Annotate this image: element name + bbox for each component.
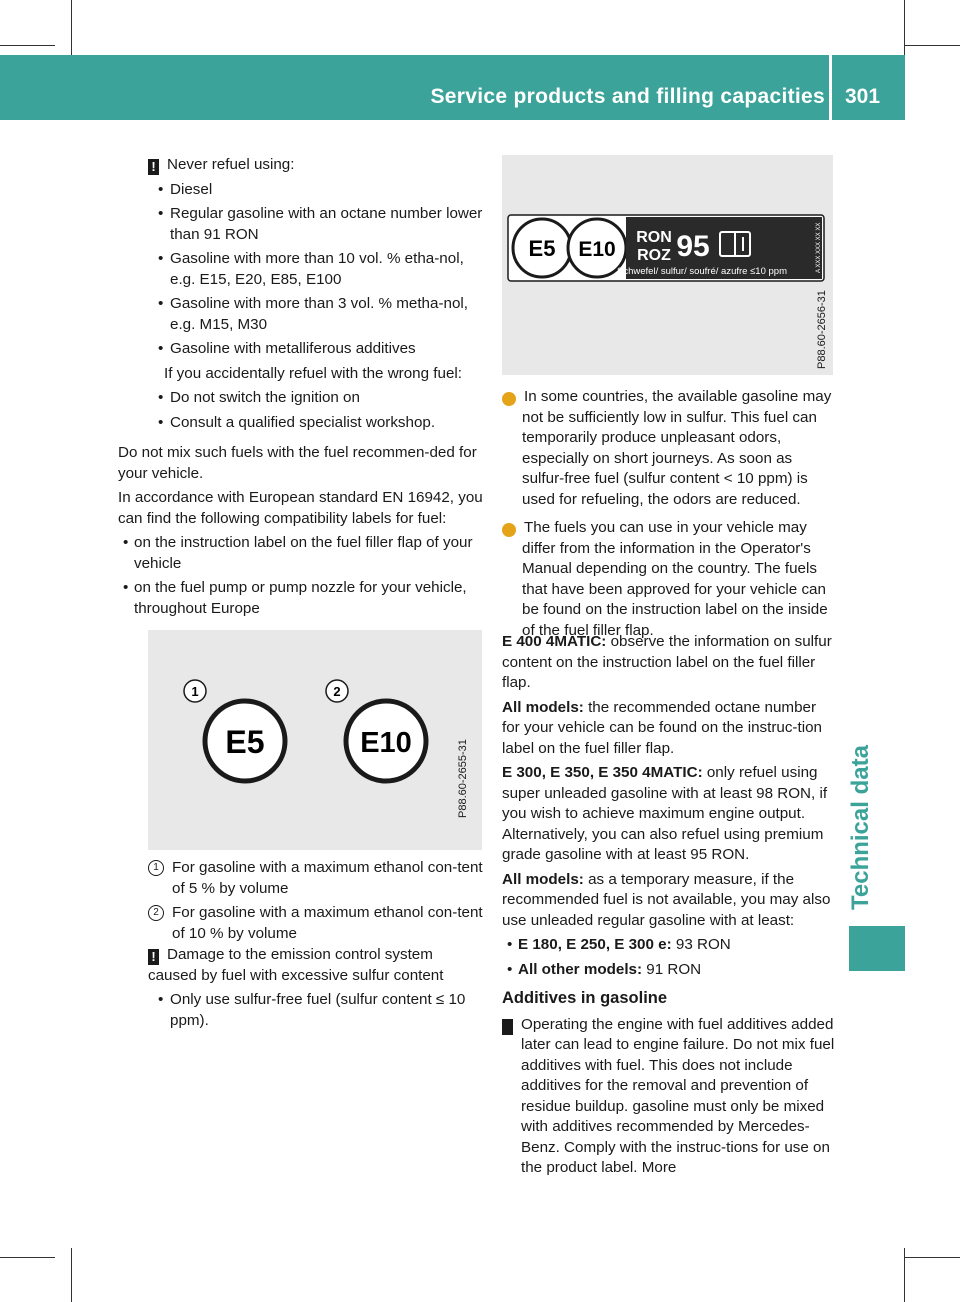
info-icon: i: [502, 523, 516, 537]
paragraph: In accordance with European standard EN 16942, you can find the following compatibility labels for fuel:: [118, 489, 483, 527]
warning-icon: !: [148, 949, 159, 965]
crop-mark: [0, 45, 55, 46]
list-item: • Gasoline with metalliferous additives: [148, 339, 483, 360]
crop-mark: [71, 1248, 72, 1302]
legend-item: 1 For gasoline with a maximum ethanol con-tent of 5 % by volume: [148, 858, 483, 899]
ron-text: RON: [636, 229, 672, 246]
legend-item: 2 For gasoline with a maximum ethanol con-tent of 10 % by volume: [148, 903, 483, 944]
list-item: • Regular gasoline with an octane number lower than 91 RON: [158, 205, 483, 243]
bullet-icon: •: [158, 250, 164, 267]
paragraph: E 400 4MATIC: observe the information on sulfur content on the instruction label on the fuel filler flap.: [502, 633, 832, 691]
bullet-icon: •: [158, 340, 164, 357]
figure-fuel-labels: [148, 630, 482, 850]
list-item: • Consult a qualified specialist workshop.: [148, 413, 483, 434]
bullet-icon: •: [123, 534, 129, 551]
pump-label-illustration: [502, 155, 833, 375]
right-column-info: [497, 387, 837, 645]
sulfur-text: Schwefel/ sulfur/ soufré/ azufre ≤10 ppm: [617, 266, 787, 277]
warning-note: ! Never refuel using:: [148, 155, 483, 176]
list-item: • on the fuel pump or pump nozzle for your vehicle, throughout Europe: [123, 579, 467, 617]
roz-text: ROZ: [637, 247, 671, 264]
warning-note: ! Operating the engine with fuel additives added later can lead to engine failure. Do not mix fuel additives with fuel. This does not include additives for the removal and prevention of residue buildup. gasoline must only be mixed with additives recommended by Mercedes-Benz. Comply with the instruc-tions for use on the product label. More: [495, 1015, 835, 1176]
list-item: • Only use sulfur-free fuel (sulfur content ≤ 10 ppm).: [158, 991, 466, 1029]
bullet-icon: •: [507, 960, 513, 978]
fuel-label-illustration: [148, 630, 482, 850]
left-column: [148, 155, 483, 437]
left-column-body: [118, 443, 485, 623]
list-item: • Gasoline with more than 10 vol. % etha-nol, e.g. E15, E20, E85, E100: [158, 250, 464, 288]
bullet-icon: •: [507, 936, 513, 953]
bullet-icon: •: [123, 579, 129, 596]
list-item: • E 180, E 250, E 300 e: 93 RON: [502, 935, 837, 956]
list-item: • Do not switch the ignition on: [148, 388, 483, 409]
e5-label: E5: [528, 236, 556, 261]
crop-mark: [71, 0, 72, 55]
figure-code: P88.60-2656-31: [816, 290, 828, 369]
e10-label: E10: [578, 238, 616, 261]
emission-warning: [148, 945, 483, 1035]
header-divider: [829, 55, 832, 120]
info-note: i In some countries, the available gasoline may not be sufficiently low in sulfur. This fuel can temporarily produce unpleasant odors, especially on short journeys. As soon as sulfur-free fuel (sulfur content < 10 ppm) is used for refueling, the odors are reduced.: [497, 388, 832, 508]
warning-icon: !: [148, 159, 159, 175]
bullet-icon: •: [158, 389, 164, 406]
paragraph: All models: the recommended octane number for your vehicle can be found on the instruc-tion label on the fuel filler flap.: [502, 698, 822, 757]
list-item: • All other models: 91 RON: [502, 960, 837, 981]
info-icon: i: [502, 392, 516, 406]
crop-mark: [904, 0, 905, 55]
list-item: • Gasoline with more than 3 vol. % metha-nol, e.g. M15, M30: [158, 295, 468, 333]
figure-code: P88.60-2655-31: [457, 739, 469, 818]
label-part-number: A XXX XXX XX XX: [816, 222, 822, 273]
crop-mark: [0, 1257, 55, 1258]
warning-note: ! Damage to the emission control system caused by fuel with excessive sulfur content: [148, 946, 444, 984]
wrong-fuel-text: If you accidentally refuel with the wrong fuel:: [164, 364, 463, 382]
callout-1: 1: [191, 684, 199, 699]
callout-2-icon: 2: [148, 905, 164, 921]
e10-label: E10: [360, 727, 412, 759]
chapter-tab-marker: [849, 926, 905, 971]
page-number: 301: [845, 85, 881, 108]
bullet-icon: •: [158, 413, 164, 431]
paragraph: Do not mix such fuels with the fuel recommen-ded for your vehicle.: [118, 444, 477, 482]
octane-value: 95: [676, 230, 710, 263]
section-heading: Additives in gasoline: [502, 989, 668, 1007]
list-item: • Diesel: [148, 180, 483, 201]
section-title: Service products and filling capacities: [430, 85, 825, 108]
figure-pump-label: [502, 155, 833, 375]
crop-mark: [905, 1257, 960, 1258]
crop-mark: [905, 45, 960, 46]
figure-legend: [148, 858, 483, 948]
paragraph: E 300, E 350, E 350 4MATIC: only refuel using super unleaded gasoline with at least 98 RON, if you wish to achieve maximum engine output. Alternatively, you can also refuel using premium grade gasoline with at least 95 RON.: [502, 764, 828, 863]
callout-2: 2: [333, 684, 341, 699]
warning-icon: !: [502, 1019, 513, 1035]
bullet-icon: •: [158, 295, 164, 312]
list-item: • on the instruction label on the fuel filler flap of your vehicle: [123, 534, 473, 572]
bullet-icon: •: [158, 205, 164, 222]
right-column-body: [495, 632, 837, 1183]
chapter-tab-label: Technical data: [847, 745, 874, 910]
paragraph: All models: as a temporary measure, if the recommended fuel is not available, you may also use unleaded regular gasoline with at least:: [502, 870, 831, 929]
bullet-icon: •: [158, 991, 164, 1008]
callout-1-icon: 1: [148, 860, 164, 876]
info-note: i The fuels you can use in your vehicle may differ from the information in the Operator's Manual depending on the country. The fuels that have been approved for your vehicle can be found on the instruction label on the inside of the fuel filler flap.: [497, 519, 828, 639]
bullet-icon: •: [158, 180, 164, 198]
e5-label: E5: [225, 724, 265, 760]
